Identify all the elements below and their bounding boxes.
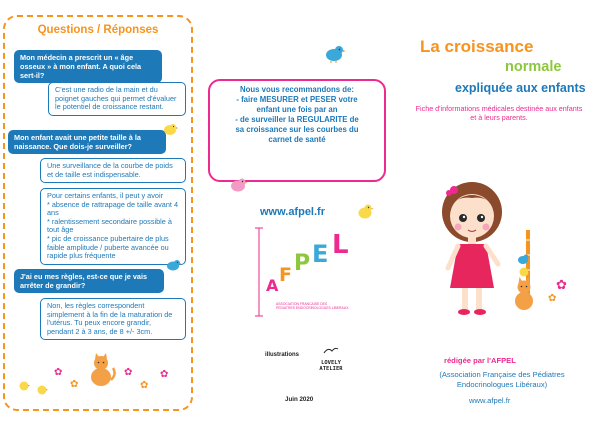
written-by: rédigée par l'AFPEL <box>444 356 516 365</box>
recommendation-line: sa croissance sur les courbes du <box>235 124 359 134</box>
flower-icon: ✿ <box>548 293 557 304</box>
recommendation-line: - de surveiller la REGULARITE de <box>235 114 359 124</box>
answer-1: C'est une radio de la main et du poignet gauches qui permet d'évaluer le potentiel de croissance restant. <box>48 82 186 116</box>
orange-cat-illustration <box>86 352 116 391</box>
question-3: J'ai eu mes règles, est-ce que je vais arrêter de grandir? <box>14 269 164 293</box>
recommendation-line: carnet de santé <box>268 134 326 144</box>
recommendation-box <box>208 79 386 182</box>
chick-icon <box>36 382 48 400</box>
answer-2b-line: * pic de croissance pubertaire de plus faible amplitude / puberte avancée ou rapide plus fréquente <box>47 233 169 261</box>
flower-icon: ✿ <box>54 367 63 378</box>
answer-3: Non, les règles correspondent simplement à la fin de la maturation de l'utérus. Tu peux encore grandir, pendant 2 à 3 ans, de 8 +/- 3cm. <box>40 298 186 340</box>
recommendation-line: Nous vous recommandons de: <box>240 85 354 94</box>
recommendation-line: - faire MESURER et PESER votre <box>236 94 358 104</box>
orange-cat-illustration <box>510 276 538 315</box>
afpel-logo <box>252 224 382 324</box>
flower-icon: ✿ <box>140 380 149 391</box>
bird-sketch-icon <box>322 345 340 355</box>
website-link[interactable]: www.afpel.fr <box>469 396 511 405</box>
subtitle: Fiche d'informations médicales destinée aux enfants et à leurs parents. <box>415 104 583 122</box>
main-title-line-1: La croissance <box>420 37 534 56</box>
illustrator-name-line: ATELIER <box>319 366 343 372</box>
lovely-atelier-logo <box>314 342 348 372</box>
answer-2b <box>40 188 186 265</box>
answer-2a: Une surveillance de la courbe de poids et de taille est indispensable. <box>40 158 186 183</box>
illustrations-label: illustrations <box>265 352 300 358</box>
logo-caption-line: ASSOCIATION FRANCAISE DES <box>276 302 328 306</box>
blue-bird-illustration <box>323 43 345 68</box>
logo-letter: P <box>294 251 311 276</box>
flower-icon: ✿ <box>556 277 567 292</box>
answer-2b-line: * absence de rattrapage de taille avant 4 ans <box>47 199 179 218</box>
logo-caption <box>276 302 348 310</box>
logo-caption-line: PEDIATRES ENDOCRINOLOGUES LIBERAUX <box>276 306 349 311</box>
recommendation-line: enfant une fois par an <box>256 104 338 114</box>
publication-date: Juin 2020 <box>285 396 314 403</box>
illustrator-name <box>314 360 348 372</box>
yellow-chick-illustration <box>162 121 178 142</box>
association-name: (Association Française des Pédiatres Endocrinologues Libéraux) <box>439 370 565 389</box>
question-2: Mon enfant avait une petite taille à la naissance. Que dois-je surveiller? <box>8 130 166 154</box>
flower-icon: ✿ <box>160 369 169 380</box>
chick-icon <box>18 378 30 396</box>
pink-bird-illustration <box>228 176 248 199</box>
illustrator-name-line: LOVELY <box>321 360 341 366</box>
website-link[interactable]: www.afpel.fr <box>260 206 325 218</box>
main-title-line-2: normale <box>505 59 562 75</box>
logo-letter: E <box>312 240 329 268</box>
logo-letter: A <box>266 276 279 295</box>
question-1: Mon médecin a prescrit un « âge osseux » à mon enfant. A quoi cela sert-il? <box>14 50 162 83</box>
answer-2b-line: * ralentissement secondaire possible à tout âge <box>47 216 172 235</box>
logo-letter: L <box>332 230 349 260</box>
blue-bird-illustration <box>165 258 181 277</box>
flower-icon: ✿ <box>70 379 79 390</box>
yellow-chick-illustration <box>356 202 374 225</box>
main-title-line-3: expliquée aux enfants <box>455 81 586 95</box>
girl-illustration <box>428 172 518 322</box>
flower-icon: ✿ <box>124 367 133 378</box>
logo-letter: F <box>279 264 292 286</box>
answer-2b-line: Pour certains enfants, il peut y avoir <box>47 191 163 200</box>
qa-title: Questions / Réponses <box>37 24 159 36</box>
height-gauge-icon <box>252 224 266 320</box>
